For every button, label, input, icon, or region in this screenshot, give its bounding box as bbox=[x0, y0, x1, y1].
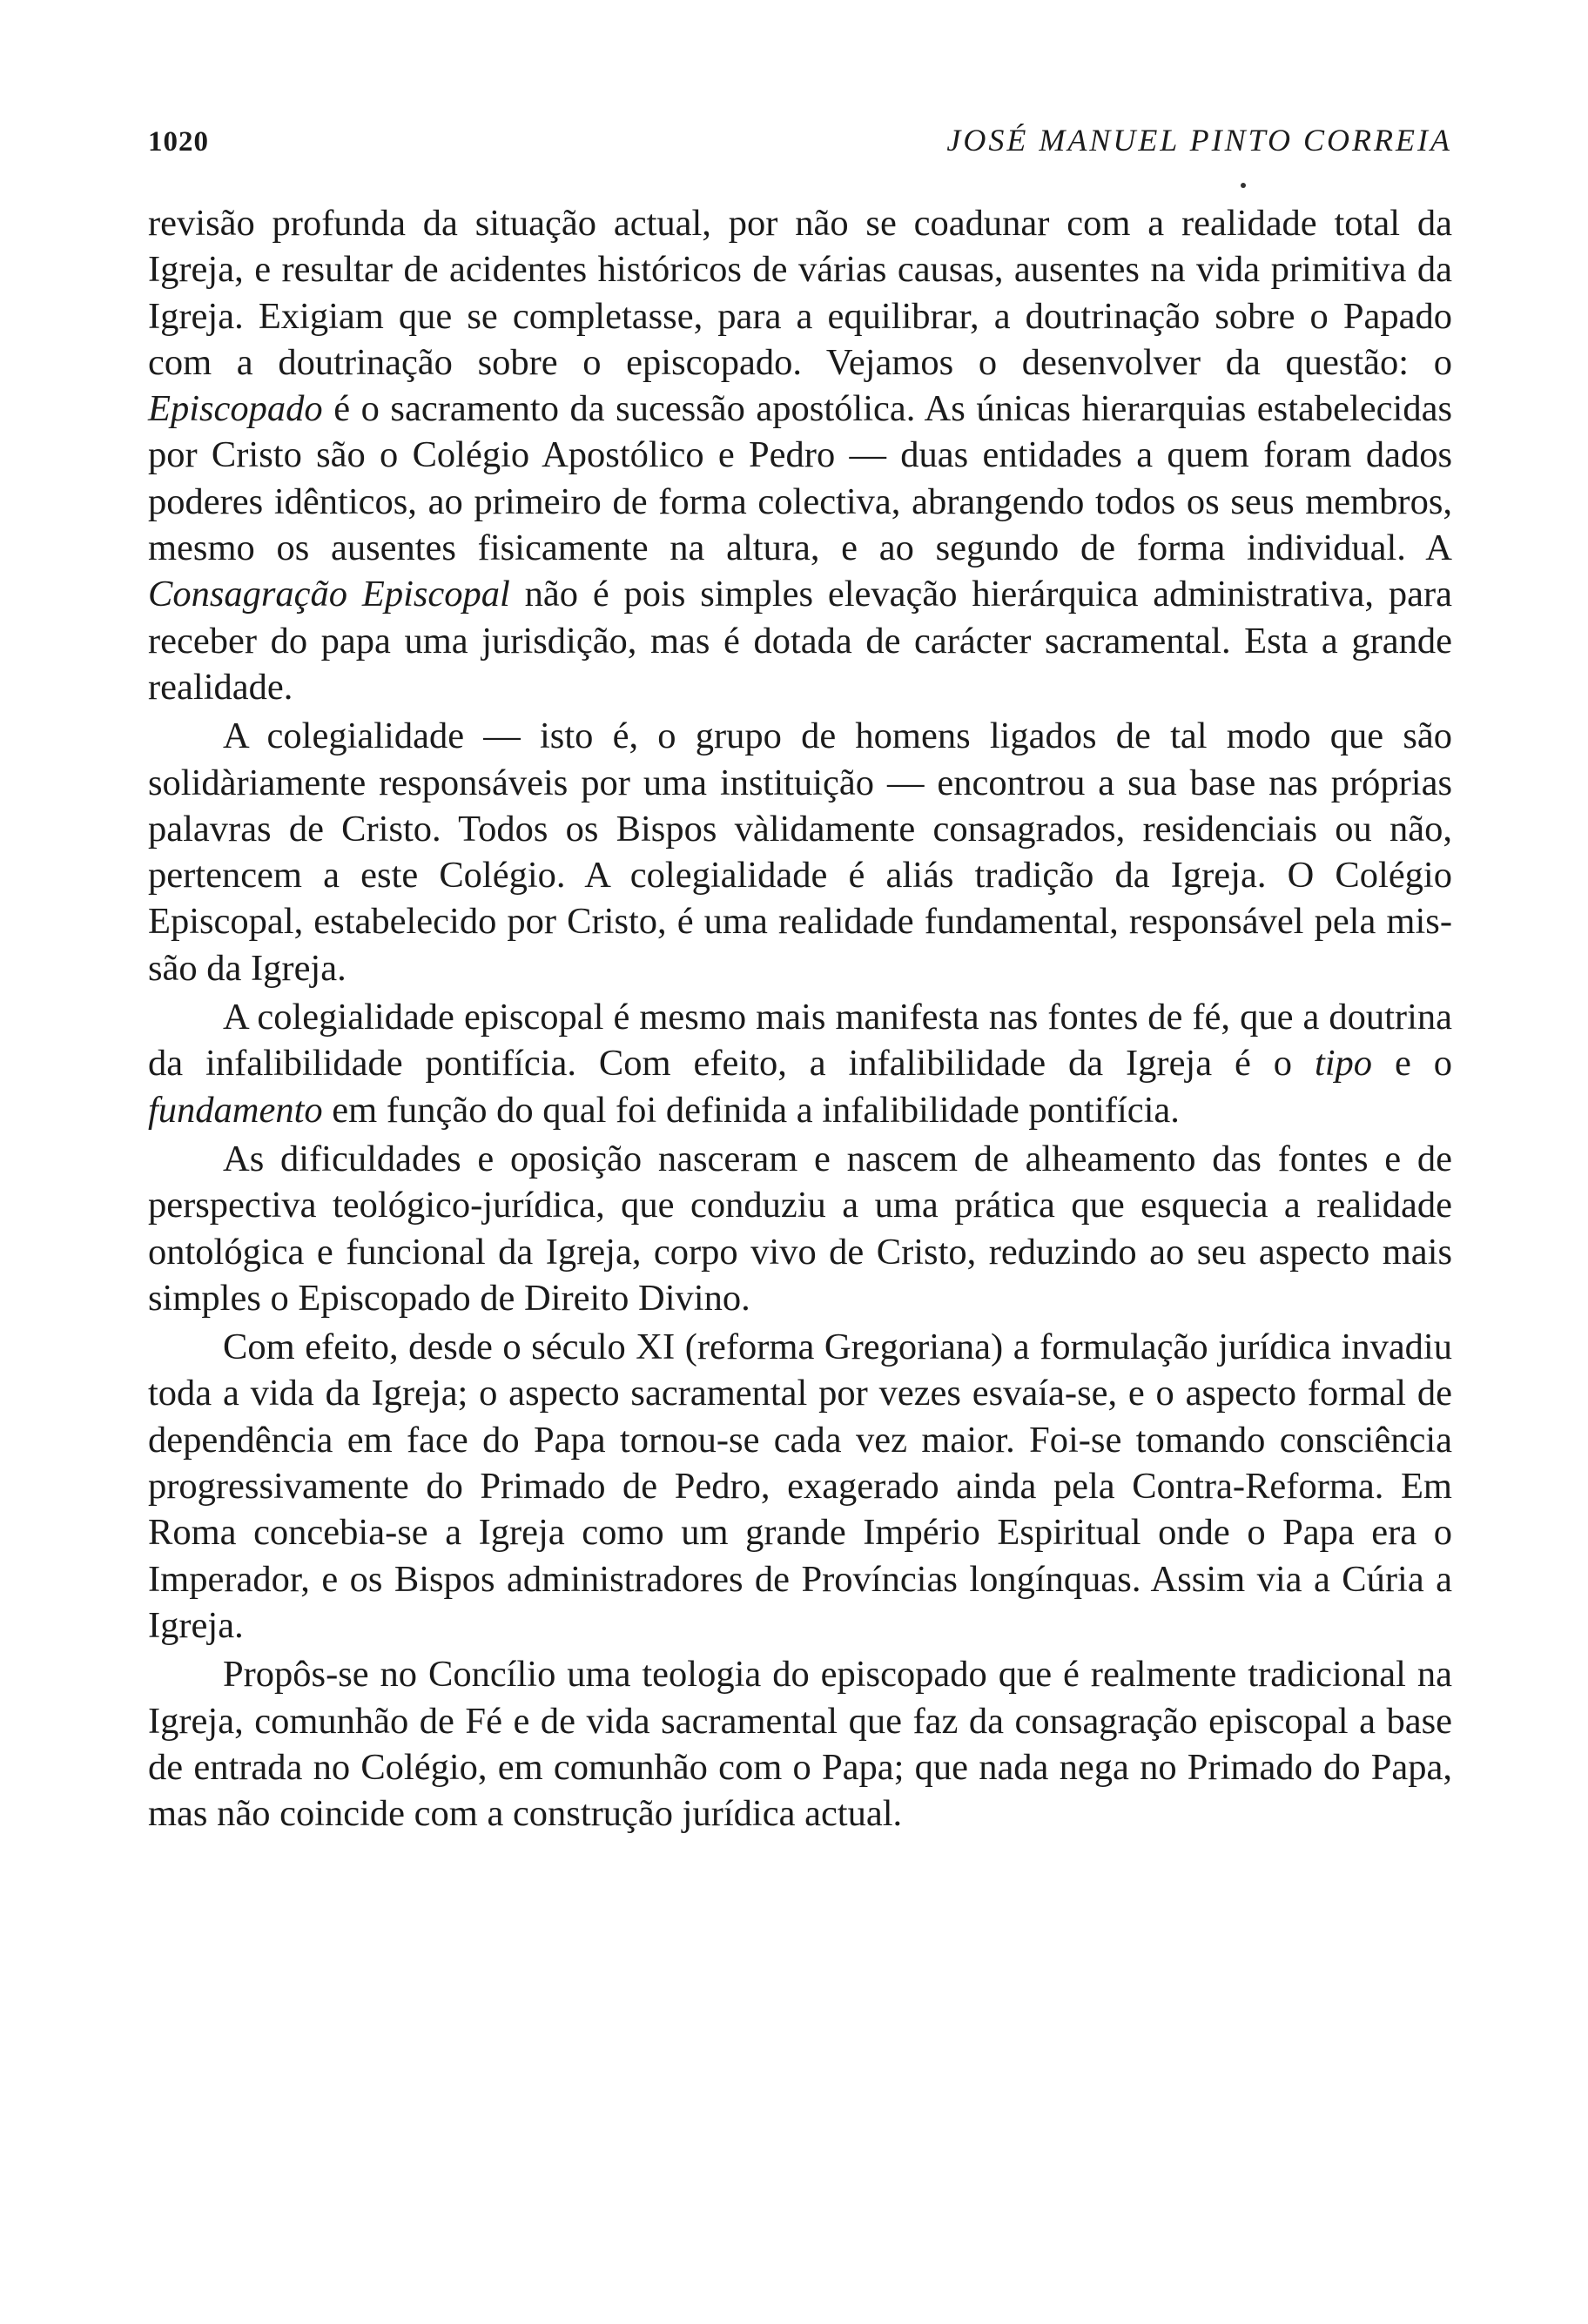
italic-text: fundamento bbox=[148, 1089, 323, 1131]
text-run: em função do qual foi definida a infalibilidade pontifícia. bbox=[322, 1089, 1180, 1131]
text-run: As dificuldades e oposição nasceram e nascem de alheamento das fontes e de perspectiva teológico-jurídica, que conduziu a uma prática que esquecia a realidade ontológica e funcional da Igreja, corpo vivo de Cristo, reduzindo ao seu aspecto mais simples o Episcopado de Direito Divino. bbox=[148, 1138, 1452, 1319]
text-run: é o sacramento da sucessão apostólica. As únicas hierarquias estabelecidas por Cristo são o Colégio Apostólico e Pedro — duas entidades a quem foram dados poderes idênticos, ao primeiro de forma colectiva, abrangendo todos os seus membros, mesmo os ausentes fisicamente na altura, e ao segundo de forma individual. A bbox=[148, 388, 1452, 569]
page-header bbox=[148, 122, 1452, 174]
text-run: revisão profunda da situação actual, por não se coadunar com a realidade total da Igreja, e resultar de acidentes históricos de várias causas, ausentes na vida primitiva da Igreja. Exigiam que se completasse, para a equilibrar, a doutrinação sobre o Papado com a doutrinação sobre o episcopado. Vejamos o desenvolver da questão: o bbox=[148, 203, 1452, 383]
text-run: Com efeito, desde o século XI (reforma Gregoriana) a formulação jurídica invadiu toda a vida da Igreja; o aspecto sacramental por vezes esvaía-se, e o aspecto formal de dependência em face do Papa tornou-se cada vez maior. Foi-se tomando consciência progressivamente do Primado de Pedro, exagerado ainda pela Contra-Reforma. Em Roma concebia-se a Igreja como um grande Império Espiritual onde o Papa era o Imperador, e os Bispos administradores de Províncias longínquas. Assim via a Cúria a Igreja. bbox=[148, 1327, 1452, 1646]
paragraph-6 bbox=[148, 1651, 1452, 1837]
paragraph-5 bbox=[148, 1324, 1452, 1649]
paragraph-2 bbox=[148, 713, 1452, 991]
italic-text: Episcopado bbox=[148, 388, 323, 430]
page-number: 1020 bbox=[148, 126, 209, 158]
paragraph-3 bbox=[148, 994, 1452, 1133]
document-page bbox=[148, 122, 1452, 1837]
text-run: e o bbox=[1372, 1043, 1452, 1085]
body-text bbox=[148, 200, 1452, 1837]
text-run: Propôs-se no Concílio uma teologia do episcopado que é realmente tradicional na Igreja, comunhão de Fé e de vida sacramental que faz da consagração episcopal a base de entrada no Colégio, em comunhão com o Papa; que nada nega no Primado do Papa, mas não coincide com a construção jurídica actual. bbox=[148, 1654, 1452, 1835]
text-run: não é pois simples elevação hierárquica administrativa, para receber do papa uma jurisdição, mas é dotada de carácter sacramental. Esta a grande realidade. bbox=[148, 574, 1452, 708]
italic-text: tipo bbox=[1314, 1043, 1373, 1085]
italic-text: Consagração Episcopal bbox=[148, 574, 510, 615]
text-run: A colegialidade — isto é, o grupo de homens ligados de tal modo que são solidàriamente responsáveis por uma instituição — encontrou a sua base nas próprias palavras de Cristo. Todos os Bispos vàlidamente consagrados, residenciais ou não, pertencem a este Colégio. A colegialidade é aliás tradição da Igreja. O Colégio Episcopal, estabelecido por Cristo, é uma realidade fundamental, responsável pela missão da Igreja. bbox=[148, 715, 1452, 989]
text-run: A colegialidade episcopal é mesmo mais manifesta nas fontes de fé, que a doutrina da infalibilidade pontifícia. Com efeito, a infalibilidade da Igreja é o bbox=[148, 997, 1452, 1085]
paragraph-1 bbox=[148, 200, 1452, 710]
print-mark bbox=[1241, 183, 1246, 188]
running-head: JOSÉ MANUEL PINTO CORREIA bbox=[946, 123, 1452, 158]
paragraph-4 bbox=[148, 1136, 1452, 1321]
